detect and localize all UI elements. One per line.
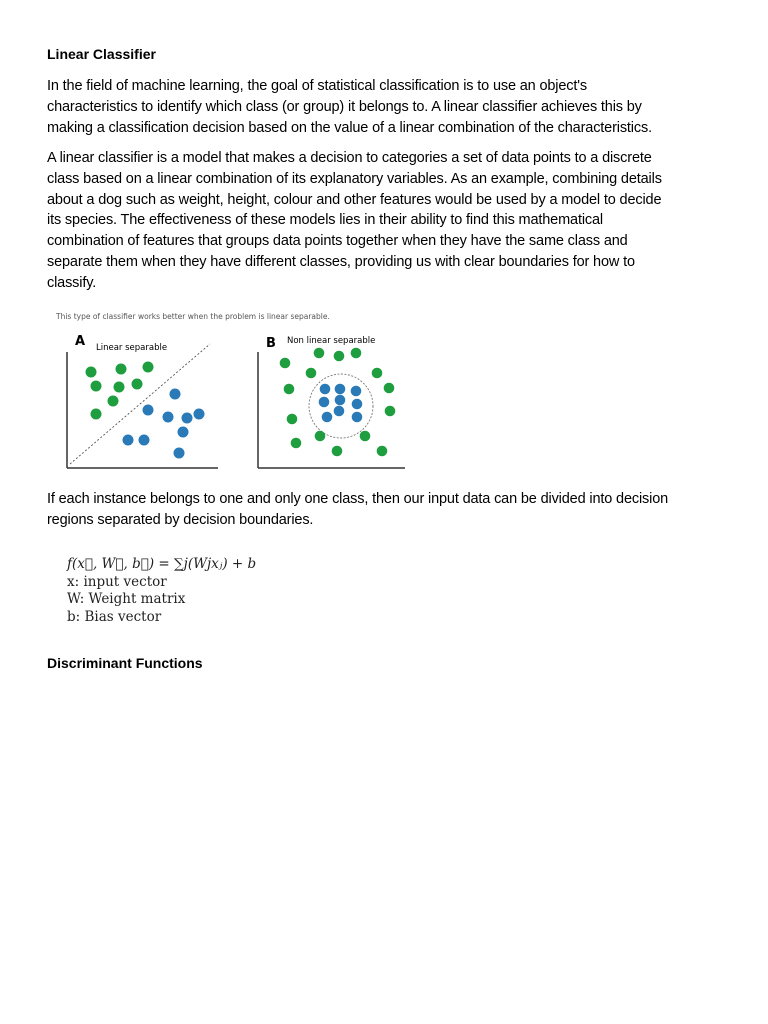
green-point (284, 384, 295, 395)
text-line: making a classification decision based on the value of a linear combination of the characteristics. (47, 119, 652, 136)
green-point (306, 368, 317, 379)
subsection-title: Discriminant Functions (47, 655, 203, 671)
green-point (91, 381, 102, 392)
green-point (291, 438, 302, 449)
section-title: Linear Classifier (47, 46, 156, 62)
definition-paragraph (47, 148, 737, 294)
panel-a-letter: A (75, 334, 86, 349)
blue-point (335, 395, 346, 406)
blue-point (143, 405, 154, 416)
blue-point (352, 399, 363, 410)
green-point (108, 396, 119, 407)
green-point (334, 351, 345, 362)
green-point (332, 446, 343, 457)
text-line: classify. (47, 274, 97, 291)
blue-point (174, 448, 185, 459)
text-line: separate them when they have different classes, providing us with clear boundaries for how to (47, 253, 635, 270)
blue-point (194, 409, 205, 420)
figure-caption: This type of classifier works better when the problem is linear separable. (56, 312, 330, 321)
green-point (372, 368, 383, 379)
text-line: characteristics to identify which class (or group) it belongs to. A linear classifier achieves this by (47, 98, 642, 115)
green-point (351, 348, 362, 359)
blue-point (178, 427, 189, 438)
text-line: A linear classifier is a model that makes a decision to categories a set of data points to a discrete (47, 150, 652, 166)
separability-figure (40, 306, 420, 476)
green-point (384, 383, 395, 394)
linear-function-formula (67, 556, 256, 626)
formula-definition: b: Bias vector (67, 608, 162, 625)
blue-point (322, 412, 333, 423)
blue-point (352, 412, 363, 423)
text-line: regions separated by decision boundaries. (47, 511, 314, 528)
scatter-plots (40, 306, 420, 476)
text-line: its species. The effectiveness of these models lies in their ability to find this mathematical (47, 212, 603, 229)
formula-definition: W: Weight matrix (67, 591, 186, 607)
intro-paragraph (47, 76, 737, 138)
linear-decision-boundary (70, 344, 210, 464)
blue-point (319, 397, 330, 408)
green-point (314, 348, 325, 359)
text-line: class based on a linear combination of its explanatory variables. As an example, combining details (47, 170, 662, 187)
formula-definition: x: input vector (67, 573, 167, 590)
blue-point (163, 412, 174, 423)
blue-point (335, 384, 346, 395)
decision-regions-paragraph (47, 489, 737, 531)
text-line: If each instance belongs to one and only one class, then our input data can be divided into decision (47, 491, 669, 507)
green-point (116, 364, 127, 375)
green-point (377, 446, 388, 457)
circular-decision-boundary (309, 374, 373, 438)
blue-point (182, 413, 193, 424)
green-point (132, 379, 143, 390)
blue-point (139, 435, 150, 446)
blue-point (334, 406, 345, 417)
text-line: about a dog such as weight, height, colour and other features would be used by a model to decide (47, 191, 662, 208)
blue-point (351, 386, 362, 397)
green-point (86, 367, 97, 378)
green-point (91, 409, 102, 420)
blue-point (170, 389, 181, 400)
blue-point (123, 435, 134, 446)
green-point (143, 362, 154, 373)
text-line: In the field of machine learning, the goal of statistical classification is to use an object's (47, 78, 587, 94)
text-line: combination of features that groups data points together when they have the same class and (47, 233, 628, 250)
formula-equation: f(x⃗, W⃗, b⃗) = ∑j(Wjxⱼ) + b (67, 556, 257, 572)
blue-point (320, 384, 331, 395)
green-point (360, 431, 371, 442)
panel-b-letter: B (266, 336, 276, 351)
green-point (385, 406, 396, 417)
green-point (114, 382, 125, 393)
green-point (280, 358, 291, 369)
green-point (287, 414, 298, 425)
panel-a-title: Linear separable (96, 343, 168, 353)
green-point (315, 431, 326, 442)
panel-b-title: Non linear separable (287, 336, 376, 346)
